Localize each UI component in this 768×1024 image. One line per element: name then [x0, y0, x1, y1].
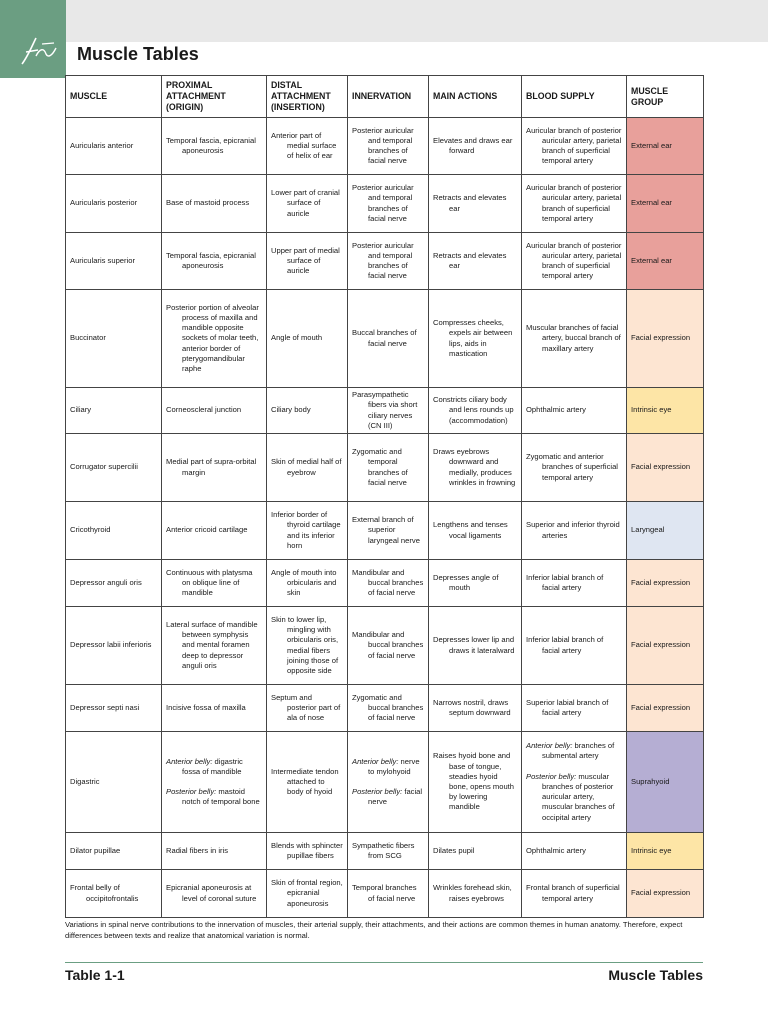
- cell-muscle-group: External ear: [627, 233, 704, 290]
- col-header-innervation: INNERVATION: [348, 76, 429, 118]
- cell-muscle: Auricularis anterior: [66, 118, 162, 175]
- page-title: Muscle Tables: [77, 44, 199, 64]
- cell-insertion: Angle of mouth into orbicularis and skin: [271, 567, 337, 598]
- table-row: [66, 870, 704, 918]
- netter-logo-tab: [0, 0, 66, 78]
- table-row: [66, 175, 704, 233]
- cell-muscle: Digastric: [66, 732, 162, 833]
- cell-muscle: Dilator pupillae: [66, 833, 162, 870]
- cell-innervation: Parasympathetic fibers via short ciliary nerves (CN III): [352, 390, 418, 430]
- cell-blood-supply: Inferior labial branch of facial artery: [526, 635, 604, 655]
- top-bar: [0, 0, 768, 42]
- cell-insertion: Inferior border of thyroid cartilage and its inferior horn: [271, 510, 341, 550]
- muscle-table: [65, 75, 704, 918]
- col-header-origin: PROXIMAL ATTACHMENT (ORIGIN): [162, 76, 267, 118]
- cell-insertion: Ciliary body: [271, 405, 311, 415]
- cell-actions: Lengthens and tenses vocal ligaments: [433, 520, 508, 540]
- cell-muscle: Depressor labii inferioris: [66, 607, 162, 685]
- cell-insertion: Angle of mouth: [271, 333, 323, 343]
- col-header-insertion: DISTAL ATTACHMENT (INSERTION): [267, 76, 348, 118]
- cell-origin: Epicranial aponeurosis at level of coronal suture: [166, 883, 257, 903]
- cell-blood-anterior: Anterior belly: branches of submental artery: [526, 741, 615, 761]
- cell-actions: Draws eyebrows downward and medially, produces wrinkles in frowning: [433, 447, 516, 487]
- cell-origin: Posterior portion of alveolar process of maxilla and mandible opposite sockets of molar teeth, anterior border of pterygomandibular raphe: [166, 302, 259, 373]
- footer-section-title: Muscle Tables: [608, 967, 703, 983]
- cell-actions: Constricts ciliary body and lens rounds up (accommodation): [433, 395, 514, 425]
- cell-blood-supply: Superior labial branch of facial artery: [526, 697, 609, 717]
- cell-muscle: Auricularis posterior: [66, 175, 162, 233]
- cell-actions: Retracts and elevates ear: [433, 193, 507, 213]
- cell-muscle-group: Facial expression: [627, 560, 704, 607]
- table-row: [66, 502, 704, 560]
- cell-innervation: Sympathetic fibers from SCG: [352, 840, 415, 860]
- cell-muscle-group: Intrinsic eye: [627, 388, 704, 434]
- cell-actions: Dilates pupil: [433, 845, 475, 855]
- cell-innervation: Posterior auricular and temporal branches of facial nerve: [352, 183, 414, 223]
- cell-blood-supply: Frontal branch of superficial temporal artery: [526, 883, 620, 903]
- table-row: [66, 833, 704, 870]
- col-header-actions: MAIN ACTIONS: [429, 76, 522, 118]
- cell-insertion: Upper part of medial surface of auricle: [271, 245, 340, 276]
- cell-muscle-group: Facial expression: [627, 870, 704, 918]
- cell-origin-anterior: Anterior belly: digastric fossa of mandible: [166, 756, 243, 776]
- cell-blood-posterior: Posterior belly: muscular branches of posterior auricular artery, muscular branches of occipital artery: [526, 771, 615, 822]
- table-row: [66, 434, 704, 502]
- cell-origin: Lateral surface of mandible between symphysis and mental foramen deep to depressor anguli oris: [166, 619, 258, 670]
- cell-origin: Temporal fascia, epicranial aponeurosis: [166, 250, 256, 270]
- cell-blood-supply: Auricular branch of posterior auricular artery, parietal branch of superficial temporal artery: [526, 125, 622, 166]
- cell-innervation: Mandibular and buccal branches of facial nerve: [352, 567, 424, 598]
- cell-muscle: Depressor anguli oris: [66, 560, 162, 607]
- cell-muscle-group: Facial expression: [627, 685, 704, 732]
- cell-actions: Depresses lower lip and draws it lateralward: [433, 635, 515, 655]
- cell-insertion: Blends with sphincter pupillae fibers: [271, 840, 343, 860]
- cell-muscle: Depressor septi nasi: [66, 685, 162, 732]
- cell-innervation: Posterior auricular and temporal branches of facial nerve: [352, 125, 414, 166]
- cell-origin: Anterior cricoid cartilage: [166, 525, 248, 535]
- cell-innervation-posterior: Posterior belly: facial nerve: [352, 787, 423, 807]
- cell-insertion: Skin of medial half of eyebrow: [271, 457, 342, 477]
- cell-innervation: External branch of superior laryngeal nerve: [352, 515, 420, 545]
- table-row: [66, 560, 704, 607]
- cell-blood-supply: Zygomatic and anterior branches of superficial temporal artery: [526, 452, 618, 482]
- table-row: [66, 233, 704, 290]
- cell-muscle-group: Laryngeal: [627, 502, 704, 560]
- cell-blood-supply: Muscular branches of facial artery, buccal branch of maxillary artery: [526, 323, 621, 353]
- col-header-muscle-group: MUSCLE GROUP: [627, 76, 704, 118]
- cell-innervation: Buccal branches of facial nerve: [352, 328, 417, 348]
- cell-insertion: Skin to lower lip, mingling with orbicularis oris, medial fibers joining those of opposite side: [271, 614, 339, 675]
- footer-divider: [65, 962, 703, 963]
- cell-muscle-group: Facial expression: [627, 434, 704, 502]
- cell-muscle-group: Suprahyoid: [627, 732, 704, 833]
- cell-actions: Elevates and draws ear forward: [433, 135, 513, 155]
- cell-actions: Retracts and elevates ear: [433, 250, 507, 270]
- cell-origin-posterior: Posterior belly: mastoid notch of temporal bone: [166, 787, 260, 807]
- cell-insertion: Skin of frontal region, epicranial aponeurosis: [271, 878, 343, 908]
- cell-muscle: Corrugator supercilii: [66, 434, 162, 502]
- table-row: [66, 732, 704, 833]
- cell-origin: Incisive fossa of maxilla: [166, 702, 246, 712]
- cell-muscle: Frontal belly of occipitofrontalis: [66, 870, 162, 918]
- cell-actions: Raises hyoid bone and base of tongue, steadies hyoid bone, opens mouth by lowering mandible: [433, 751, 515, 812]
- cell-origin: Corneoscleral junction: [166, 405, 242, 415]
- cell-innervation: Zygomatic and buccal branches of facial nerve: [352, 692, 424, 723]
- cell-origin: Radial fibers in iris: [166, 845, 229, 855]
- cell-insertion: Anterior part of medial surface of helix of ear: [271, 130, 337, 161]
- cell-muscle-group: Facial expression: [627, 607, 704, 685]
- cell-actions: Narrows nostril, draws septum downward: [433, 697, 511, 717]
- cell-actions: Wrinkles forehead skin, raises eyebrows: [433, 883, 512, 903]
- cell-innervation: Posterior auricular and temporal branches of facial nerve: [352, 240, 414, 281]
- cell-muscle: Ciliary: [66, 388, 162, 434]
- footer-table-number: Table 1-1: [65, 967, 125, 983]
- netter-signature-logo-icon: [18, 34, 62, 68]
- table-row: [66, 607, 704, 685]
- cell-muscle-group: External ear: [627, 175, 704, 233]
- cell-innervation-anterior: Anterior belly: nerve to mylohyoid: [352, 756, 420, 776]
- cell-blood-supply: Auricular branch of posterior auricular artery, parietal branch of superficial temporal artery: [526, 183, 622, 223]
- cell-blood-supply: Ophthalmic artery: [526, 405, 586, 415]
- table-row: [66, 388, 704, 434]
- table-row: [66, 685, 704, 732]
- cell-blood-supply: Auricular branch of posterior auricular artery, parietal branch of superficial temporal artery: [526, 240, 622, 281]
- cell-actions: Depresses angle of mouth: [433, 572, 499, 592]
- cell-origin: Temporal fascia, epicranial aponeurosis: [166, 135, 256, 155]
- cell-origin: Continuous with platysma on oblique line of mandible: [166, 567, 253, 598]
- table-row: [66, 118, 704, 175]
- cell-innervation: Temporal branches of facial nerve: [352, 883, 417, 903]
- cell-insertion: Lower part of cranial surface of auricle: [271, 188, 340, 218]
- col-header-blood-supply: BLOOD SUPPLY: [522, 76, 627, 118]
- cell-origin: Medial part of supra-orbital margin: [166, 457, 257, 477]
- cell-insertion: Septum and posterior part of ala of nose: [271, 692, 341, 723]
- cell-muscle: Cricothyroid: [66, 502, 162, 560]
- cell-muscle: Buccinator: [66, 290, 162, 388]
- cell-muscle: Auricularis superior: [66, 233, 162, 290]
- cell-blood-supply: Superior and inferior thyroid arteries: [526, 520, 620, 540]
- cell-innervation: Mandibular and buccal branches of facial nerve: [352, 630, 424, 660]
- table-row: [66, 290, 704, 388]
- cell-blood-supply: Ophthalmic artery: [526, 845, 586, 855]
- cell-insertion: Intermediate tendon attached to body of hyoid: [271, 766, 339, 797]
- cell-actions: Compresses cheeks, expels air between lips, aids in mastication: [433, 318, 513, 358]
- cell-blood-supply: Inferior labial branch of facial artery: [526, 572, 604, 592]
- footnote: Variations in spinal nerve contributions to the innervation of muscles, their arterial supply, their attachments, and their actions are common themes in human anatomy. Therefore, expect differences between texts and realize that anatomical variation is normal.: [65, 920, 683, 940]
- cell-muscle-group: Intrinsic eye: [627, 833, 704, 870]
- table-header-row: [66, 76, 704, 118]
- cell-muscle-group: Facial expression: [627, 290, 704, 388]
- cell-innervation: Zygomatic and temporal branches of facial nerve: [352, 447, 408, 487]
- cell-origin: Base of mastoid process: [166, 198, 250, 208]
- col-header-muscle: MUSCLE: [66, 76, 162, 118]
- cell-muscle-group: External ear: [627, 118, 704, 175]
